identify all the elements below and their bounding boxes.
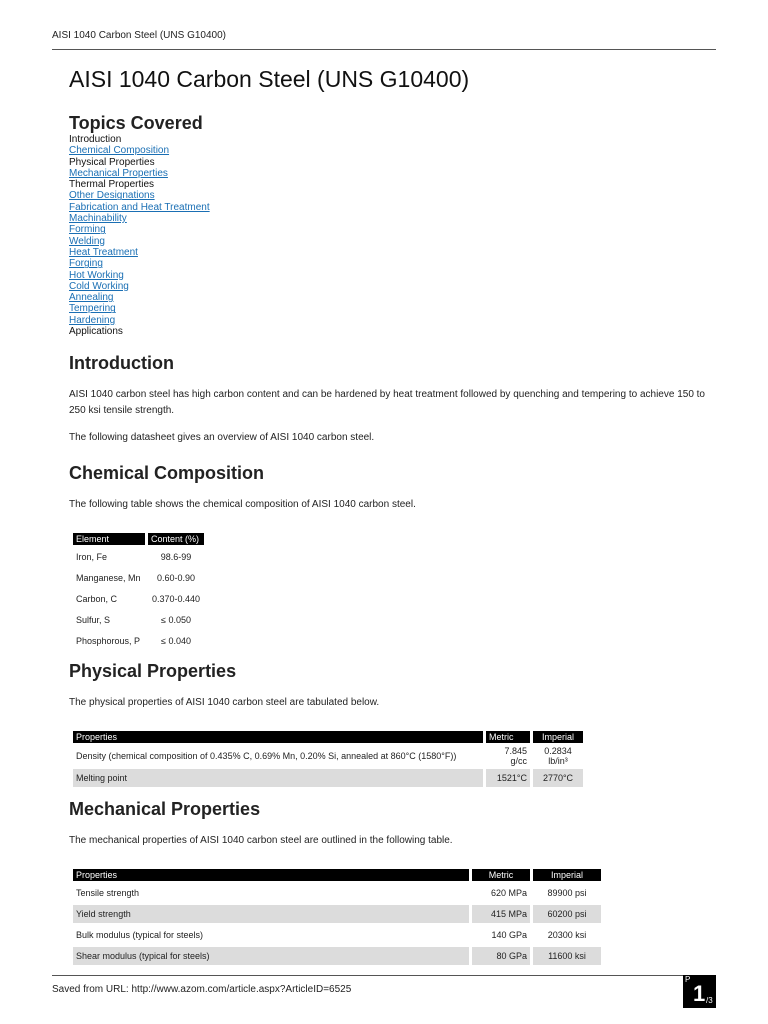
table-cell: Phosphorous, P (73, 632, 145, 650)
topic-link[interactable]: Cold Working (69, 280, 129, 292)
table-cell: Density (chemical composition of 0.435% C, 0.69% Mn, 0.20% Si, annealed at 860°C (1580°F)) (73, 746, 483, 766)
table-row (73, 632, 204, 650)
topic-link[interactable]: Mechanical Properties (69, 167, 168, 179)
mechanical-properties-table (70, 866, 604, 968)
page-total: /3 (706, 996, 713, 1005)
table-cell: 0.370-0.440 (148, 590, 204, 608)
introduction-paragraph-2: The following datasheet gives an overview of AISI 1040 carbon steel. (69, 432, 375, 444)
topic-item[interactable] (69, 292, 709, 303)
topic-item (69, 326, 709, 337)
table-cell: 0.60-0.90 (148, 569, 204, 587)
table-header: Imperial (533, 869, 601, 881)
topic-item[interactable] (69, 236, 709, 247)
table-row (73, 548, 204, 566)
mechanical-properties-paragraph: The mechanical properties of AISI 1040 carbon steel are outlined in the following table. (69, 835, 453, 847)
topic-item[interactable] (69, 145, 709, 156)
topic-item[interactable] (69, 224, 709, 235)
table-cell: Sulfur, S (73, 611, 145, 629)
table-row (73, 905, 601, 923)
chemical-composition-table (70, 530, 207, 653)
physical-properties-paragraph: The physical properties of AISI 1040 carbon steel are tabulated below. (69, 697, 380, 709)
table-cell: 7.845 g/cc (486, 746, 530, 766)
table-cell: Manganese, Mn (73, 569, 145, 587)
table-cell: 2770°C (533, 769, 583, 787)
table-header: Element (73, 533, 145, 545)
topic-label: Applications (69, 326, 123, 338)
table-cell: 89900 psi (533, 884, 601, 902)
saved-from-label: Saved from URL: (52, 984, 129, 995)
page-footer (52, 975, 716, 995)
topic-label: Introduction (69, 134, 122, 145)
table-cell: 1521°C (486, 769, 530, 787)
topics-list (69, 134, 709, 337)
physical-properties-table (70, 728, 586, 790)
topic-item (69, 134, 709, 145)
table-cell: 0.2834 lb/in³ (533, 746, 583, 766)
chemical-composition-heading: Chemical Composition (69, 463, 265, 484)
topic-item[interactable] (69, 281, 709, 292)
topic-link[interactable]: Chemical Composition (69, 145, 170, 157)
table-header: Metric (472, 869, 530, 881)
table-cell: ≤ 0.050 (148, 611, 204, 629)
table-cell: Iron, Fe (73, 548, 145, 566)
table-cell: Yield strength (73, 905, 469, 923)
source-url: http://www.azom.com/article.aspx?ArticleID=6525 (131, 984, 352, 995)
table-cell: 98.6-99 (148, 548, 204, 566)
topic-link[interactable]: Hot Working (69, 269, 124, 281)
table-cell: ≤ 0.040 (148, 632, 204, 650)
page-number-badge (683, 975, 716, 1008)
table-row (73, 590, 204, 608)
mechanical-properties-heading: Mechanical Properties (69, 799, 261, 820)
page-number: 1 (693, 981, 706, 1006)
topic-link[interactable]: Machinability (69, 213, 127, 225)
table-header: Imperial (533, 731, 583, 743)
topic-item[interactable] (69, 168, 709, 179)
topic-label: Thermal Properties (69, 179, 155, 191)
table-row (73, 611, 204, 629)
topic-item (69, 179, 709, 190)
topic-link[interactable]: Tempering (69, 303, 116, 315)
page-prefix: P (685, 975, 691, 984)
table-cell: Carbon, C (73, 590, 145, 608)
table-cell: 20300 ksi (533, 926, 601, 944)
table-row (73, 569, 204, 587)
table-cell: 415 MPa (472, 905, 530, 923)
topic-link[interactable]: Heat Treatment (69, 246, 138, 258)
topic-item[interactable] (69, 213, 709, 224)
running-header-title: AISI 1040 Carbon Steel (UNS G10400) (52, 30, 226, 41)
table-cell: 80 GPa (472, 947, 530, 965)
topic-item[interactable] (69, 303, 709, 314)
topic-link[interactable]: Hardening (69, 314, 116, 326)
topic-item[interactable] (69, 270, 709, 281)
topic-link[interactable]: Welding (69, 235, 105, 247)
chemical-composition-paragraph: The following table shows the chemical composition of AISI 1040 carbon steel. (69, 499, 416, 511)
topic-link[interactable]: Forming (69, 224, 106, 236)
topic-link[interactable]: Annealing (69, 292, 114, 304)
topic-link[interactable]: Fabrication and Heat Treatment (69, 201, 210, 213)
page-title: AISI 1040 Carbon Steel (UNS G10400) (69, 66, 470, 92)
topics-heading: Topics Covered (69, 113, 203, 133)
table-row (73, 926, 601, 944)
table-cell: Melting point (73, 769, 483, 787)
topic-link[interactable]: Other Designations (69, 190, 155, 202)
table-cell: 620 MPa (472, 884, 530, 902)
table-header: Content (%) (148, 533, 204, 545)
topic-item[interactable] (69, 247, 709, 258)
topic-label: Physical Properties (69, 156, 155, 168)
topic-item[interactable] (69, 190, 709, 201)
table-row (73, 769, 583, 787)
table-cell: 140 GPa (472, 926, 530, 944)
table-cell: 60200 psi (533, 905, 601, 923)
table-header: Metric (486, 731, 530, 743)
table-row (73, 884, 601, 902)
document-body (69, 64, 709, 968)
topic-item (69, 157, 709, 168)
topic-link[interactable]: Forging (69, 258, 103, 270)
topic-item[interactable] (69, 202, 709, 213)
table-cell: 11600 ksi (533, 947, 601, 965)
physical-properties-heading: Physical Properties (69, 661, 237, 682)
table-header: Properties (73, 869, 469, 881)
introduction-paragraph: AISI 1040 carbon steel has high carbon content and can be hardened by heat treatment followed by quenching and tempering to achieve 150 to 250 ksi tensile strength. (69, 389, 705, 417)
table-cell: Tensile strength (73, 884, 469, 902)
table-row (73, 947, 601, 965)
table-header: Properties (73, 731, 483, 743)
table-cell: Shear modulus (typical for steels) (73, 947, 469, 965)
topic-item[interactable] (69, 258, 709, 269)
running-header (52, 30, 716, 50)
introduction-heading: Introduction (69, 353, 174, 374)
table-cell: Bulk modulus (typical for steels) (73, 926, 469, 944)
table-row (73, 746, 583, 766)
topic-item[interactable] (69, 315, 709, 326)
